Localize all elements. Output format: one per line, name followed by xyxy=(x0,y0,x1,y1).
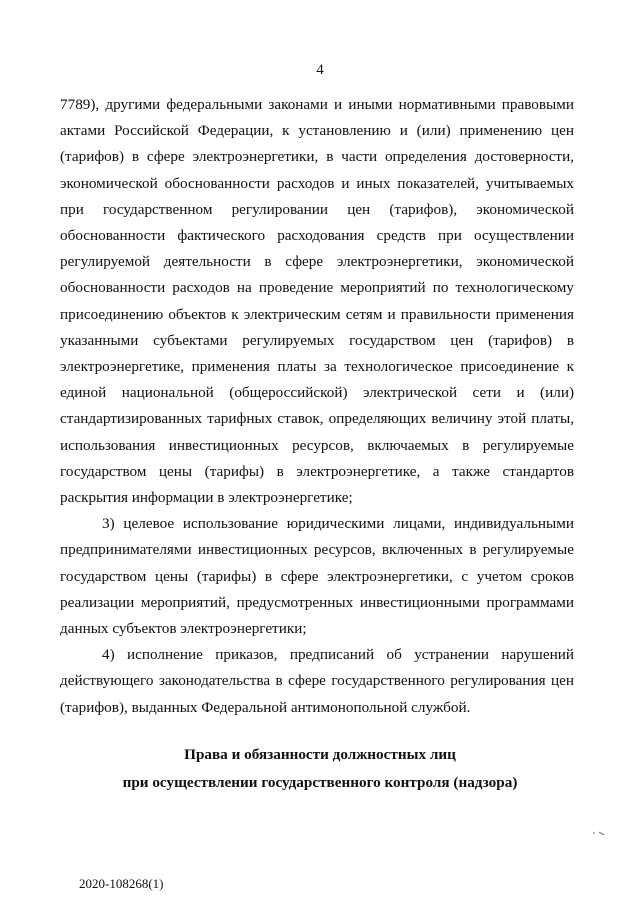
paragraph-item-3: 3) целевое использование юридическими лицами, индивидуальными предпринимателями инвестиционных ресурсов, включенных в регулируемые государством цены (тарифы) в сфере электроэнергетики, с учетом сроков реализации мероприятий, предусмотренных инвестиционными программами данных субъектов электроэнергетики; xyxy=(60,515,574,638)
paragraph-item-4: 4) исполнение приказов, предписаний об устранении нарушений действующего законодательства в сфере государственного регулирования цен (тарифов), выданных Федеральной антимонопольной службой. xyxy=(60,646,574,716)
section-heading-line-2: при осуществлении государственного контроля (надзора) xyxy=(122,774,518,791)
section-heading xyxy=(0,741,640,797)
page-number: 4 xyxy=(316,62,324,78)
paragraph-continuation: 7789), другими федеральными законами и иными нормативными правовыми актами Российской Федерации, к установлению и (или) применению цен (тарифов) в сфере электроэнергетики, в части определения достоверности, экономической обоснованности расходов и иных показателей, учитываемых при государственном регулировании цен (тарифов), экономической обоснованности фактического расходования средств при осуществлении регулируемой деятельности в сфере электроэнергетики, экономической обоснованности расходов на проведение мероприятий по технологическому присоединению объектов к электрическим сетям и правильности применения указанными субъектами регулируемых государством цен (тарифов) в электроэнергетике, применения платы за технологическое присоединение к единой национальной (общероссийской) электрической сети и (или) стандартизированных тарифных ставок, определяющих величину этой платы, использования инвестиционных ресурсов, включаемых в регулируемые государством цены (тарифы) в электроэнергетике, а также стандартов раскрытия информации в электроэнергетике; xyxy=(60,96,574,507)
body-text xyxy=(60,92,574,721)
section-heading-line-1: Права и обязанности должностных лиц xyxy=(184,746,456,763)
scan-speck-mark xyxy=(592,830,606,836)
document-id: 2020-108268(1) xyxy=(79,876,164,891)
